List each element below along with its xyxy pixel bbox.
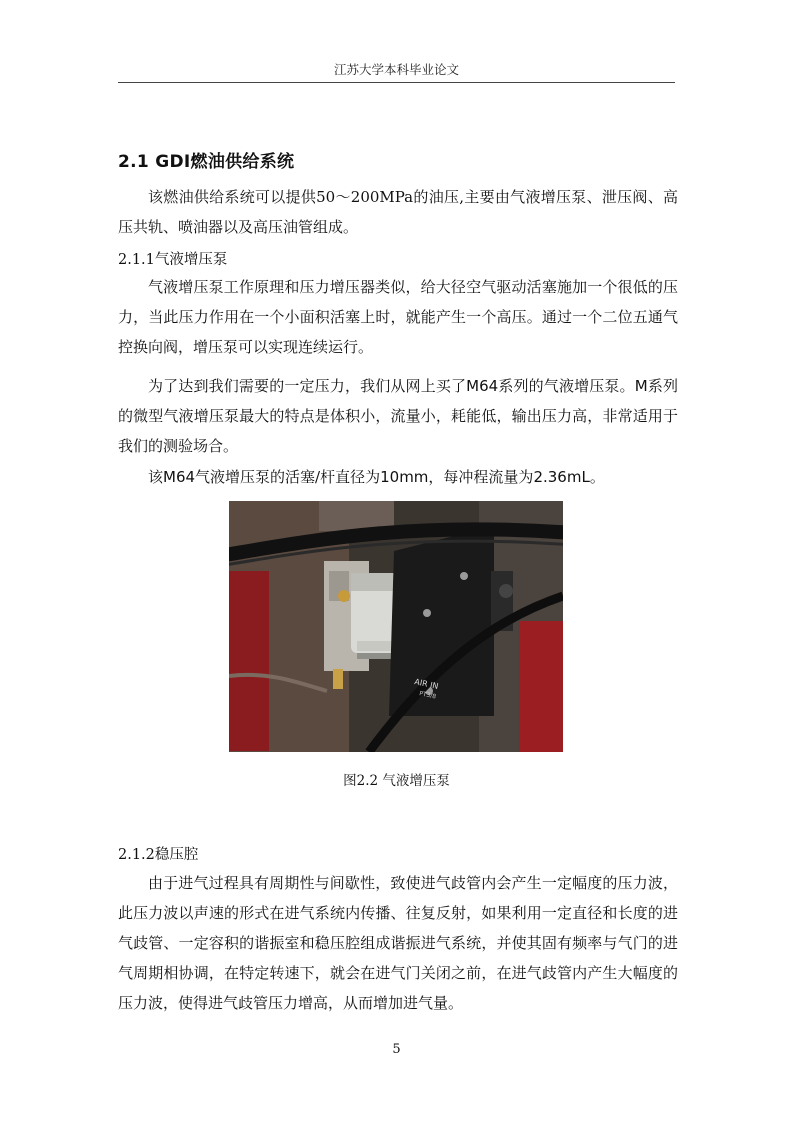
figure-caption: 图2.2 气液增压泵 [343, 773, 450, 789]
page-number: 5 [392, 1042, 401, 1057]
pump-photo-illustration [229, 501, 563, 752]
text-span: 系列的微型气液增压泵最大的特点是体积小，流量小，耗能低，输出压力高，非常适用于我们的测验场合。 [118, 377, 678, 455]
model-name: M64 [466, 377, 499, 395]
text-span: 系列的气液增压泵。 [498, 377, 635, 395]
running-header: 江苏大学本科毕业论文 [333, 62, 459, 77]
text-span: 。 [589, 468, 605, 486]
model-series: M [634, 377, 648, 395]
header-rule [118, 82, 675, 83]
section-title: 2.1 GDI燃油供给系统 [118, 152, 295, 172]
model-name: M64 [163, 468, 196, 486]
stroke-flow: 2.36mL [533, 468, 590, 486]
plenum-paragraph: 由于进气过程具有周期性与间歇性，致使进气歧管内会产生一定幅度的压力波，此压力波以声速的形式在进气系统内传播、往复反射，如果利用一定直径和长度的进气歧管、一定容积的谐振室和稳压腔组成谐振进气系统，并使其固有频率与气门的进气周期相协调，在特定转速下，就会在进气门关闭之前，在进气歧管内产生大幅度的压力波，使得进气歧管压力增高，从而增加进气量。 [118, 874, 678, 1012]
pump-purchase-paragraph [118, 371, 678, 461]
text-span: ，每冲程流量为 [428, 468, 534, 486]
piston-diameter: 10mm [380, 468, 429, 486]
intro-paragraph: 该燃油供给系统可以提供50～200MPa的油压,主要由气液增压泵、泄压阀、高压共轨、喷油器以及高压油管组成。 [118, 188, 678, 236]
subsection-title-2-1-1: 2.1.1气液增压泵 [118, 252, 228, 268]
pump-principle-paragraph: 气液增压泵工作原理和压力增压器类似，给大径空气驱动活塞施加一个很低的压力，当此压力作用在一个小面积活塞上时，就能产生一个高压。通过一个二位五通气控换向阀，增压泵可以实现连续运行。 [118, 278, 678, 356]
text-span: 该 [148, 468, 164, 486]
text-span: 为了达到我们需要的一定压力，我们从网上买了 [148, 377, 467, 395]
pump-spec-paragraph [118, 462, 678, 492]
pump-photo [229, 501, 563, 752]
air-in-label: AIR IN [413, 677, 440, 692]
pt-label: PT3/8 [418, 690, 437, 701]
subsection-title-2-1-2: 2.1.2稳压腔 [118, 847, 199, 863]
text-span: 气液增压泵的活塞/杆直径为 [195, 468, 381, 486]
